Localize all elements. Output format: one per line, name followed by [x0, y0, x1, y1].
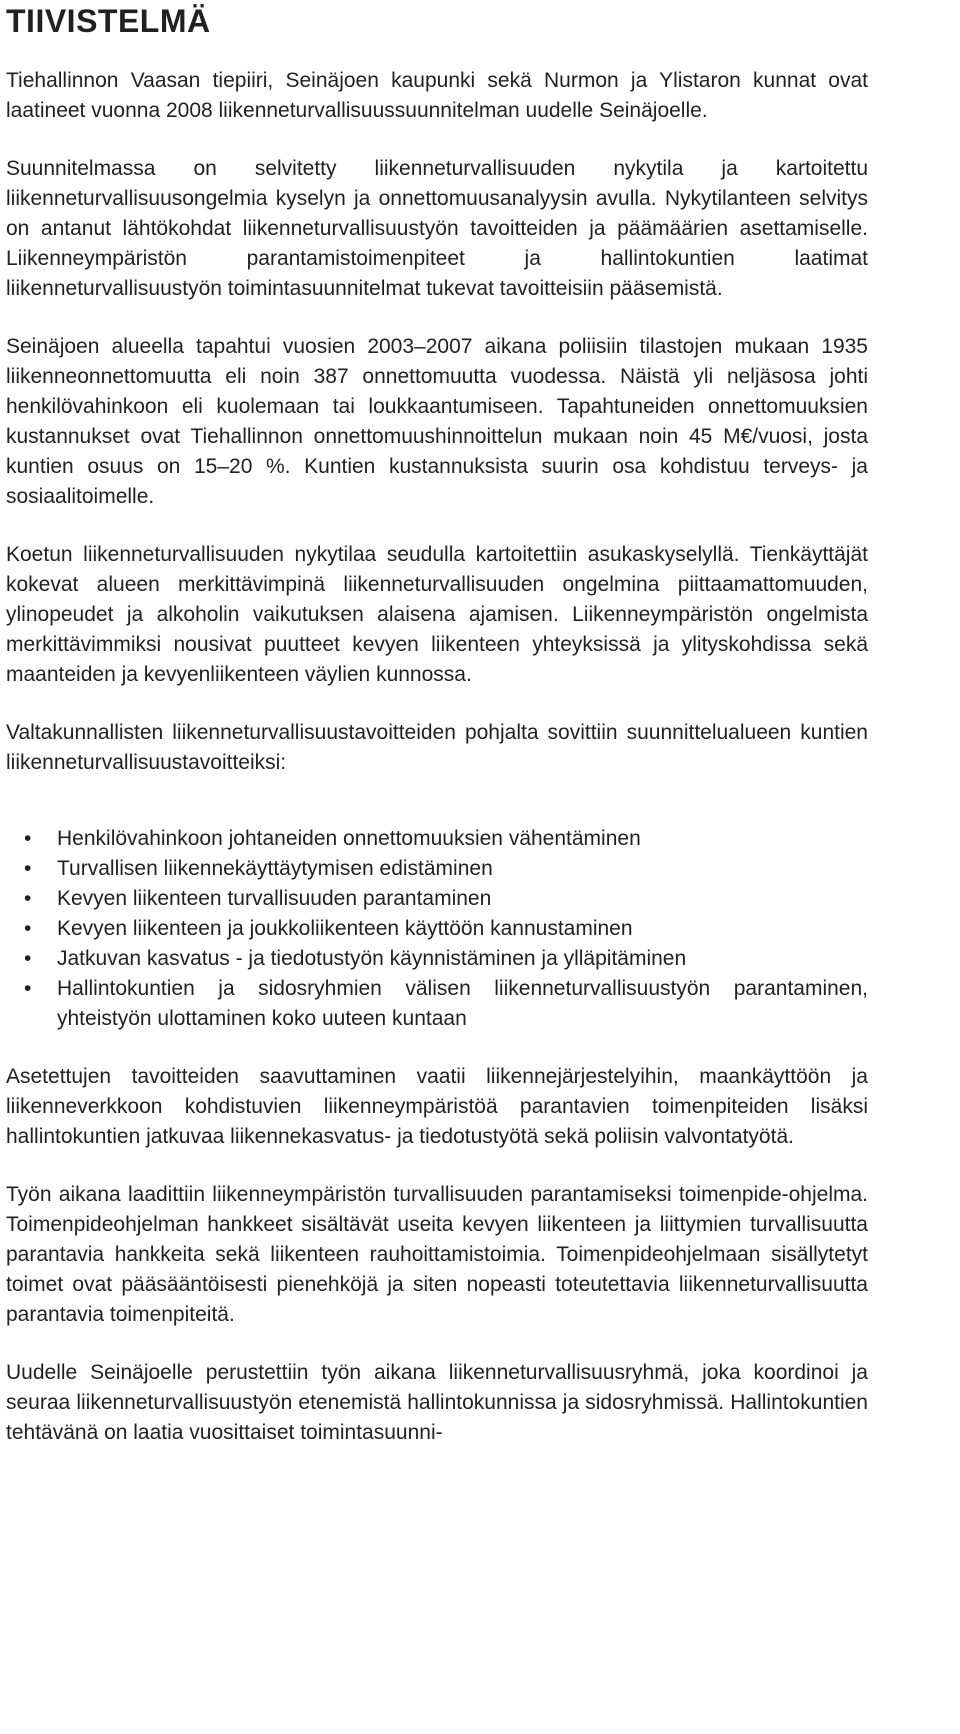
- list-item-text: Kevyen liikenteen ja joukkoliikenteen käyttöön kannustaminen: [57, 917, 633, 940]
- paragraph-goals-intro: Valtakunnallisten liikenneturvallisuustavoitteiden pohjalta sovittiin suunnittelualueen kuntien liikenneturvallisuustavoitteiksi:: [6, 721, 868, 774]
- list-item: [6, 824, 868, 854]
- spacer: [6, 778, 868, 824]
- bullet-icon: •: [24, 887, 32, 910]
- list-item-text: Kevyen liikenteen turvallisuuden parantaminen: [57, 887, 492, 910]
- list-item-text: Turvallisen liikennekäyttäytymisen edistäminen: [57, 857, 493, 880]
- paragraph-current-state: Suunnitelmassa on selvitetty liikenneturvallisuuden nykytila ja kartoitettu liikenneturvallisuusongelmia kyselyn ja onnettomuusanalyysin avulla. Nykytilanteen selvitys on antanut lähtökohdat liikenneturvallisuustyön tavoitteiden ja päämäärien asettamiselle. Liikenneympäristön parantamistoimenpiteet ja hallintokuntien laatimat liikenneturvallisuustyön toimintasuunnitelmat tukevat tavoitteisiin pääsemistä.: [6, 157, 868, 300]
- spacer: [6, 690, 868, 718]
- spacer: [6, 40, 868, 66]
- list-item: [6, 854, 868, 884]
- list-item: [6, 974, 868, 1034]
- paragraph-intro: Tiehallinnon Vaasan tiepiiri, Seinäjoen kaupunki sekä Nurmon ja Ylistaron kunnat ovat laatineet vuonna 2008 liikenneturvallisuussuunnitelman uudelle Seinäjoelle.: [6, 69, 868, 122]
- bullet-icon: •: [24, 857, 32, 880]
- paragraph-safety-group: Uudelle Seinäjoelle perustettiin työn aikana liikenneturvallisuusryhmä, joka koordinoi ja seuraa liikenneturvallisuustyön etenemistä hallintokunnissa ja sidosryhmissä. Hallintokuntien tehtävänä on laatia vuosittaiset toimintasuunni-: [6, 1361, 868, 1444]
- paragraph-measures: Asetettujen tavoitteiden saavuttaminen vaatii liikennejärjestelyihin, maankäyttöön ja liikenneverkkoon kohdistuvien liikenneympäristöä parantavien toimenpiteiden lisäksi hallintokuntien jatkuvaa liikennekasvatus- ja tiedotustyötä sekä poliisin valvontatyötä.: [6, 1065, 868, 1148]
- paragraph-accident-statistics: Seinäjoen alueella tapahtui vuosien 2003–2007 aikana poliisiin tilastojen mukaan 1935 liikenneonnettomuutta eli noin 387 onnettomuutta vuodessa. Näistä yli neljäsosa johti henkilövahinkoon eli kuolemaan tai loukkaantumiseen. Tapahtuneiden onnettomuuksien kustannukset ovat Tiehallinnon onnettomuushinnoittelun mukaan noin 45 M€/vuosi, josta kuntien osuus on 15–20 %. Kuntien kustannuksista suurin osa kohdistuu terveys- ja sosiaalitoimelle.: [6, 335, 868, 508]
- page-title: TIIVISTELMÄ: [6, 3, 211, 39]
- bullet-icon: •: [24, 977, 32, 1000]
- goals-list: [6, 824, 868, 1034]
- list-item-text: Jatkuvan kasvatus - ja tiedotustyön käynnistäminen ja ylläpitäminen: [57, 947, 687, 970]
- summary-page: [6, 0, 868, 1448]
- list-item-text: Hallintokuntien ja sidosryhmien välisen liikenneturvallisuustyön parantaminen, yhteistyön ulottaminen koko uuteen kuntaan: [57, 977, 868, 1030]
- paragraph-resident-survey: Koetun liikenneturvallisuuden nykytilaa seudulla kartoitettiin asukaskyselyllä. Tienkäyttäjät kokevat alueen merkittävimpinä liikenneturvallisuuden ongelmina piittaamattomuuden, ylinopeudet ja alkoholin vaikutuksen alaisena ajamisen. Liikenneympäristön ongelmista merkittävimmiksi nousivat puutteet kevyen liikenteen yhteyksissä ja ylityskohdissa sekä maanteiden ja kevyenliikenteen väylien kunnossa.: [6, 543, 868, 686]
- list-item: [6, 914, 868, 944]
- list-item: [6, 944, 868, 974]
- spacer: [6, 1152, 868, 1180]
- spacer: [6, 126, 868, 154]
- paragraph-action-program: Työn aikana laadittiin liikenneympäristön turvallisuuden parantamiseksi toimenpide-ohjelma. Toimenpideohjelman hankkeet sisältävät useita kevyen liikenteen ja liittymien turvallisuutta parantavia hankkeita sekä liikenteen rauhoittamistoimia. Toimenpideohjelmaan sisällytetyt toimet ovat pääsääntöisesti pienehköjä ja siten nopeasti toteutettavia liikenneturvallisuutta parantavia toimenpiteitä.: [6, 1183, 868, 1326]
- bullet-icon: •: [24, 827, 32, 850]
- spacer: [6, 1034, 868, 1062]
- bullet-icon: •: [24, 917, 32, 940]
- list-item: [6, 884, 868, 914]
- bullet-icon: •: [24, 947, 32, 970]
- spacer: [6, 304, 868, 332]
- spacer: [6, 512, 868, 540]
- spacer: [6, 1330, 868, 1358]
- list-item-text: Henkilövahinkoon johtaneiden onnettomuuksien vähentäminen: [57, 827, 641, 850]
